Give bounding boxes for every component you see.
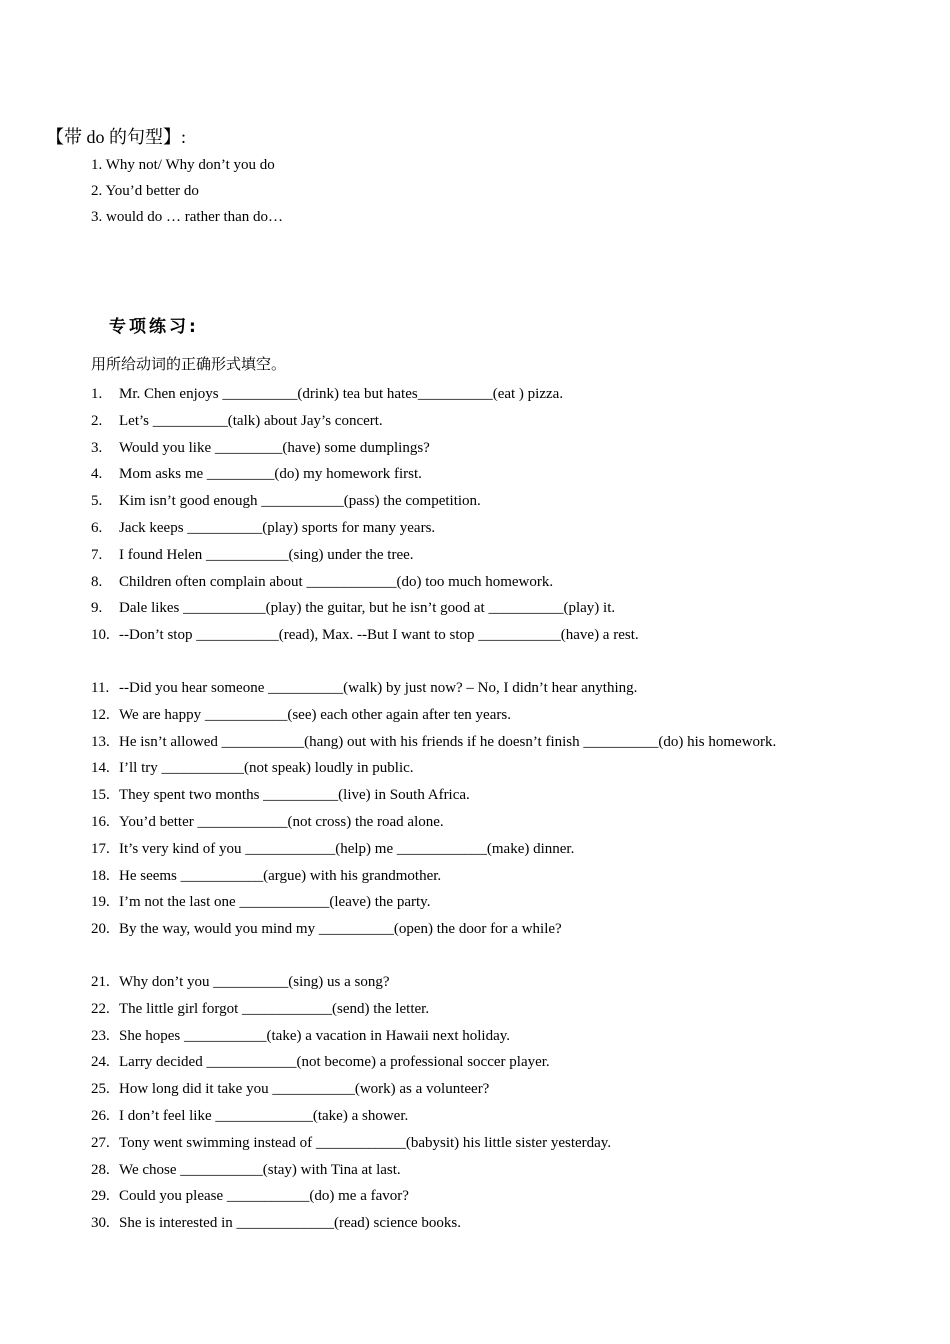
exercise-number: 26. xyxy=(91,1107,110,1124)
exercise-text: Mr. Chen enjoys __________(drink) tea but hates__________(eat ) pizza. xyxy=(119,386,564,402)
exercise-item xyxy=(91,381,639,408)
exercise-item xyxy=(91,969,611,996)
exercise-number: 24. xyxy=(91,1054,110,1071)
exercise-item xyxy=(91,542,639,569)
exercise-group-1 xyxy=(91,381,639,649)
exercise-number: 6. xyxy=(91,519,103,536)
exercise-text: I don’t feel like _____________(take) a shower. xyxy=(119,1107,409,1124)
exercise-number: 4. xyxy=(91,466,103,483)
exercise-number: 9. xyxy=(91,600,103,617)
exercise-number: 11. xyxy=(91,680,110,696)
exercise-item xyxy=(91,755,776,782)
exercise-text: They spent two months __________(live) in South Africa. xyxy=(119,787,470,804)
exercise-text: I’m not the last one ____________(leave) the party. xyxy=(119,894,431,911)
pattern-item: 2. You’d better do xyxy=(91,183,199,199)
exercise-number: 7. xyxy=(91,546,103,563)
exercise-item xyxy=(91,488,639,515)
exercise-text: Children often complain about ____________(do) too much homework. xyxy=(119,573,554,590)
exercise-number: 14. xyxy=(91,760,110,777)
exercise-item xyxy=(91,916,776,943)
exercise-number: 19. xyxy=(91,894,110,911)
exercise-number: 16. xyxy=(91,813,110,830)
pattern-section-heading: 【带 do 的句型】: xyxy=(46,127,187,147)
exercise-number: 12. xyxy=(91,706,110,723)
exercise-item xyxy=(91,1023,611,1050)
exercise-text: Tony went swimming instead of ____________(babysit) his little sister yesterday. xyxy=(119,1134,612,1151)
exercise-item xyxy=(91,675,776,702)
exercise-text: We are happy ___________(see) each other again after ten years. xyxy=(119,706,511,723)
exercise-item xyxy=(91,1130,611,1157)
exercise-item xyxy=(91,408,639,435)
exercise-text: --Did you hear someone __________(walk) by just now? – No, I didn’t hear anything. xyxy=(119,680,638,696)
exercise-item xyxy=(91,461,639,488)
practice-instruction: 用所给动词的正确形式填空。 xyxy=(91,357,287,373)
exercise-text: We chose ___________(stay) with Tina at last. xyxy=(119,1161,401,1178)
exercise-number: 23. xyxy=(91,1027,110,1044)
exercise-number: 8. xyxy=(91,573,103,590)
exercise-group-2 xyxy=(91,675,776,943)
exercise-text: Let’s __________(talk) about Jay’s concert. xyxy=(119,412,383,429)
exercise-item xyxy=(91,515,639,542)
exercise-item xyxy=(91,595,639,622)
exercise-number: 29. xyxy=(91,1188,110,1205)
exercise-item xyxy=(91,435,639,462)
exercise-text: I’ll try ___________(not speak) loudly in public. xyxy=(119,760,414,777)
exercise-item xyxy=(91,836,776,863)
exercise-item xyxy=(91,1076,611,1103)
exercise-item xyxy=(91,863,776,890)
practice-section-title: 专项练习: xyxy=(109,317,199,337)
pattern-list xyxy=(91,152,283,230)
exercise-text: Larry decided ____________(not become) a professional soccer player. xyxy=(119,1054,550,1071)
exercise-item xyxy=(91,1103,611,1130)
exercise-number: 15. xyxy=(91,787,110,804)
exercise-text: He isn’t allowed ___________(hang) out with his friends if he doesn’t finish __________(do) his homework. xyxy=(119,733,777,750)
exercise-item xyxy=(91,1157,611,1184)
exercise-number: 20. xyxy=(91,921,110,938)
exercise-number: 28. xyxy=(91,1161,110,1178)
exercise-text: I found Helen ___________(sing) under the tree. xyxy=(119,546,414,563)
exercise-item xyxy=(91,782,776,809)
exercise-text: Why don’t you __________(sing) us a song? xyxy=(119,974,390,990)
exercise-number: 18. xyxy=(91,867,110,884)
exercise-item xyxy=(91,729,776,756)
exercise-item xyxy=(91,809,776,836)
exercise-item xyxy=(91,1210,611,1237)
exercise-item xyxy=(91,889,776,916)
exercise-number: 13. xyxy=(91,733,110,750)
exercise-number: 27. xyxy=(91,1134,110,1151)
exercise-text: Could you please ___________(do) me a favor? xyxy=(119,1188,409,1205)
exercise-text: It’s very kind of you ____________(help) me ____________(make) dinner. xyxy=(119,840,575,857)
exercise-text: Kim isn’t good enough ___________(pass) the competition. xyxy=(119,493,481,510)
exercise-group-3 xyxy=(91,969,611,1237)
exercise-text: Jack keeps __________(play) sports for many years. xyxy=(119,519,436,536)
exercise-text: Would you like _________(have) some dumplings? xyxy=(119,439,430,456)
exercise-text: --Don’t stop ___________(read), Max. --But I want to stop ___________(have) a rest. xyxy=(119,627,639,644)
exercise-number: 5. xyxy=(91,493,103,510)
exercise-item xyxy=(91,996,611,1023)
exercise-text: She is interested in _____________(read) science books. xyxy=(119,1215,462,1232)
exercise-number: 1. xyxy=(91,386,103,402)
exercise-text: By the way, would you mind my __________(open) the door for a while? xyxy=(119,921,562,938)
exercise-number: 17. xyxy=(91,840,110,857)
pattern-item: 3. would do … rather than do… xyxy=(91,209,284,225)
exercise-text: The little girl forgot ____________(send) the letter. xyxy=(119,1000,430,1017)
exercise-text: She hopes ___________(take) a vacation in Hawaii next holiday. xyxy=(119,1027,511,1044)
exercise-number: 10. xyxy=(91,627,110,644)
exercise-number: 25. xyxy=(91,1081,110,1098)
exercise-number: 22. xyxy=(91,1000,110,1017)
exercise-text: He seems ___________(argue) with his grandmother. xyxy=(119,867,442,884)
exercise-number: 30. xyxy=(91,1215,110,1232)
exercise-item xyxy=(91,622,639,649)
exercise-text: Dale likes ___________(play) the guitar, but he isn’t good at __________(play) it. xyxy=(119,600,616,617)
exercise-item xyxy=(91,1183,611,1210)
exercise-number: 21. xyxy=(91,974,110,990)
pattern-item: 1. Why not/ Why don’t you do xyxy=(91,157,275,173)
exercise-text: How long did it take you ___________(work) as a volunteer? xyxy=(119,1081,490,1098)
exercise-number: 2. xyxy=(91,412,103,429)
exercise-item xyxy=(91,1049,611,1076)
exercise-text: Mom asks me _________(do) my homework first. xyxy=(119,466,422,483)
exercise-item xyxy=(91,569,639,596)
exercise-number: 3. xyxy=(91,439,103,456)
exercise-item xyxy=(91,702,776,729)
exercise-text: You’d better ____________(not cross) the road alone. xyxy=(119,813,444,830)
